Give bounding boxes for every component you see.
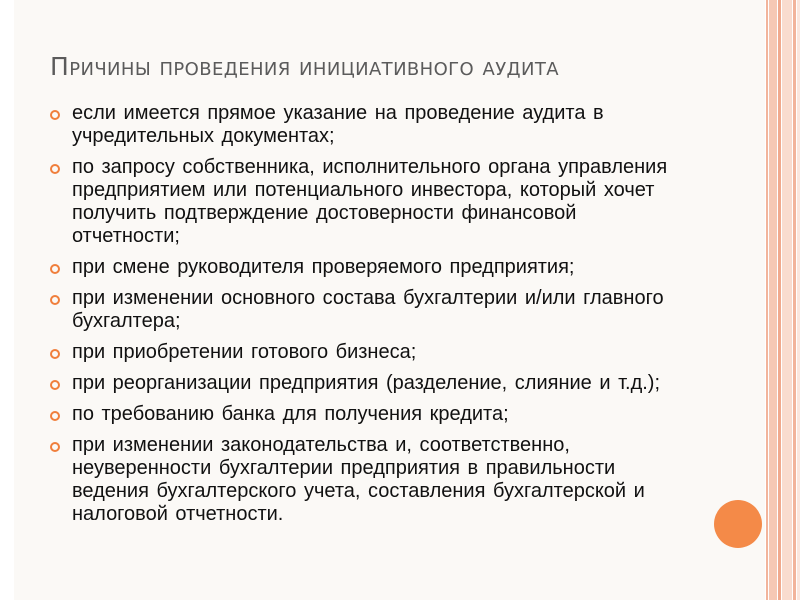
bullet-text: по требованию банка для получения кредита;: [72, 403, 509, 425]
bullet-item: [50, 156, 690, 248]
bullet-item: [50, 102, 690, 148]
bullet-circle-icon: [50, 349, 60, 359]
bullet-text: при реорганизации предприятия (разделение, слияние и т.д.);: [72, 372, 661, 394]
bullet-item: [50, 434, 690, 526]
bullet-item: [50, 341, 690, 364]
bullet-item: [50, 256, 690, 279]
bullet-text: при изменении законодательства и, соответственно, неуверенности бухгалтерии предприятия в правильности ведения бухгалтерского учета, составления бухгалтерской и налоговой отчетности.: [72, 434, 645, 525]
decorative-border-strip: [793, 0, 796, 600]
bullet-circle-icon: [50, 411, 60, 421]
bullet-list: [50, 102, 690, 534]
bullet-circle-icon: [50, 110, 60, 120]
bullet-circle-icon: [50, 380, 60, 390]
decorative-border-strip: [782, 0, 792, 600]
bullet-item: [50, 372, 690, 395]
decorative-orange-circle: [714, 500, 762, 548]
bullet-text: при приобретении готового бизнеса;: [72, 341, 417, 363]
bullet-circle-icon: [50, 264, 60, 274]
slide-title: Причины проведения инициативного аудита: [50, 52, 559, 81]
bullet-text: при изменении основного состава бухгалтерии и/или главного бухгалтера;: [72, 287, 664, 332]
bullet-text: если имеется прямое указание на проведение аудита в учредительных документах;: [72, 102, 604, 147]
decorative-border-strip: [769, 0, 777, 600]
decorative-border-strip: [766, 0, 768, 600]
bullet-circle-icon: [50, 295, 60, 305]
bullet-item: [50, 403, 690, 426]
bullet-item: [50, 287, 690, 333]
decorative-border-strip: [778, 0, 781, 600]
bullet-circle-icon: [50, 164, 60, 174]
bullet-text: по запросу собственника, исполнительного органа управления предприятием или потенциального инвестора, который хочет получить подтверждение достоверности финансовой отчетности;: [72, 156, 668, 247]
bullet-circle-icon: [50, 442, 60, 452]
bullet-text: при смене руководителя проверяемого предприятия;: [72, 256, 575, 278]
